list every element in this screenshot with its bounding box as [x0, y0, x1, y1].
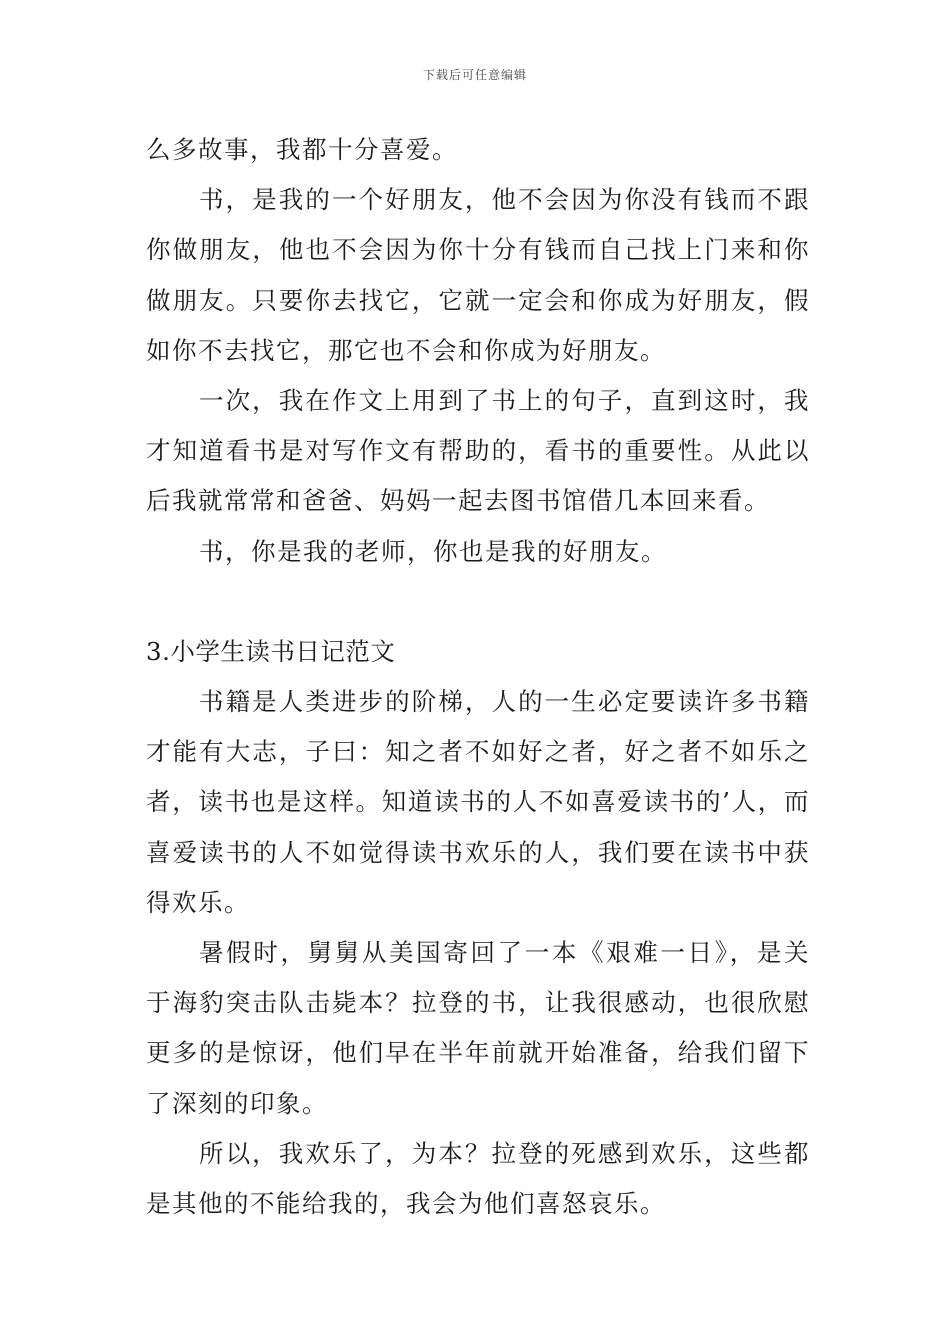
paragraph-continued: 么多故事，我都十分喜爱。: [146, 135, 458, 164]
paragraph: 书籍是人类进步的阶梯，人的一生必定要读许多书籍才能有大志，子曰：知之者不如好之者，好之者不如乐之者，读书也是这样。知道读书的人不如喜爱读书的’人，而喜爱读书的人不如觉得读书欢乐的人，我们要在读书中获得欢乐。: [146, 687, 810, 917]
page-header: 下载后可任意编辑: [422, 68, 527, 82]
section-heading: 3.小学生读书日记范文: [146, 636, 396, 666]
paragraph: 一次，我在作文上用到了书上的句子，直到这时，我才知道看书是对写作文有帮助的，看书的重要性。从此以后我就常常和爸爸、妈妈一起去图书馆借几本回来看。: [146, 386, 810, 516]
paragraph: 暑假时，舅舅从美国寄回了一本《艰难一日》，是关于海豹突击队击毙本？拉登的书，让我很感动，也很欣慰更多的是惊讶，他们早在半年前就开始准备，给我们留下了深刻的印象。: [146, 938, 810, 1118]
document-body: [146, 125, 810, 1229]
paragraph: 书，你是我的老师，你也是我的好朋友。: [199, 536, 667, 566]
paragraph: 书，是我的一个好朋友，他不会因为你没有钱而不跟你做朋友，他也不会因为你十分有钱而自己找上门来和你做朋友。只要你去找它，它就一定会和你成为好朋友，假如你不去找它，那它也不会和你成为好朋友。: [146, 185, 810, 365]
paragraph: 所以，我欢乐了，为本？拉登的死感到欢乐，这些都是其他的不能给我的，我会为他们喜怒哀乐。: [146, 1138, 810, 1219]
